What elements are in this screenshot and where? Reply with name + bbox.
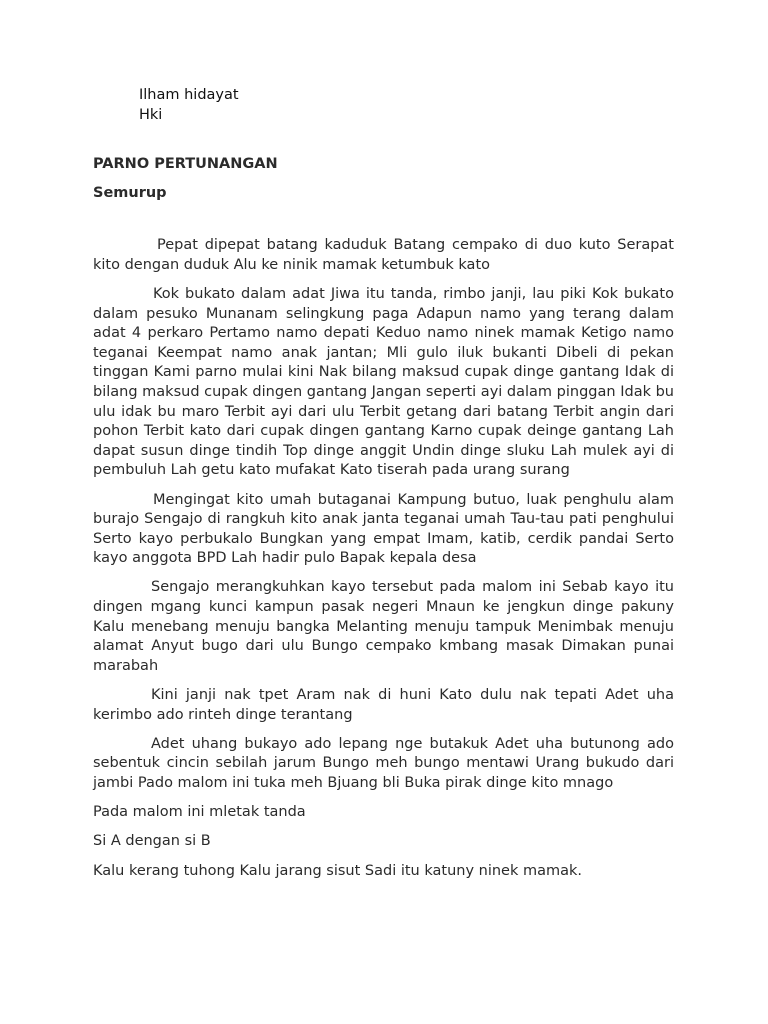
paragraph-6: Adet uhang bukayo ado lepang nge butakuk Adet uha butunong ado sebentuk cincin sebilah jarum Bungo meh bungo mentawi Urang bukudo dari jambi Pado malom ini tuka meh Bjuang bli Buka pirak dinge kito mnago [93, 735, 674, 791]
document-subtitle: Semurup [93, 184, 167, 201]
paragraph-5: Kini janji nak tpet Aram nak di huni Kato dulu nak tepati Adet uha kerimbo ado rinteh dinge terantang [93, 687, 674, 723]
paragraph-7: Pada malom ini mletak tanda [93, 804, 306, 821]
document-body [93, 155, 674, 891]
paragraph-3: Mengingat kito umah butaganai Kampung butuo, luak penghulu alam burajo Sengajo di rangkuh kito anak janta teganai umah Tau-tau pati penghului Serto kayo perbukalo Bungkan yang empat Imam, katib, cerdik pandai Serto kayo anggota BPD Lah hadir pulo Bapak kepala desa [93, 491, 674, 567]
paragraph-8: Si A dengan si B [93, 833, 211, 850]
paragraph-2: Kok bukato dalam adat Jiwa itu tanda, rimbo janji, lau piki Kok bukato dalam pesuko Munanam selingkung paga Adapun namo yang terang dalam adat 4 perkaro Pertamo namo depati Keduo namo ninek mamak Ketigo namo teganai Keempat namo anak jantan; Mli gulo iluk bukanti Dibeli di pekan tinggan Kami parno mulai kini Nak bilang maksud cupak dinge gantang Idak di bilang maksud cupak dingen gantang Jangan seperti ayi dalam pinggan Idak bu ulu idak bu maro Terbit ayi dari ulu Terbit getang dari batang Terbit angin dari pohon Terbit kato dari cupak dingen gantang Karno cupak deinge gantang Lah dapat susun dinge tindih Top dinge anggit Undin dinge sluku Lah mulek ayi di pembuluh Lah getu kato mufakat Kato tiserah pada urang surang [93, 285, 674, 479]
paragraph-1: Pepat dipepat batang kaduduk Batang cempako di duo kuto Serapat kito dengan duduk Alu ke ninik mamak ketumbuk kato [93, 237, 674, 273]
paragraph-4: Sengajo merangkuhkan kayo tersebut pada malom ini Sebab kayo itu dingen mgang kunci kampun pasak negeri Mnaun ke jengkun dinge pakuny Kalu menebang menuju bangka Melanting menuju tampuk Menimbak menuju alamat Anyut bugo dari ulu Bungo cempako kmbang masak Dimakan punai marabah [93, 579, 674, 674]
document-title: PARNO PERTUNANGAN [93, 156, 278, 172]
author-block [139, 86, 239, 125]
author-name: Ilham hidayat [139, 87, 239, 103]
paragraph-9: Kalu kerang tuhong Kalu jarang sisut Sadi itu katuny ninek mamak. [93, 862, 582, 879]
author-code: Hki [139, 106, 163, 123]
